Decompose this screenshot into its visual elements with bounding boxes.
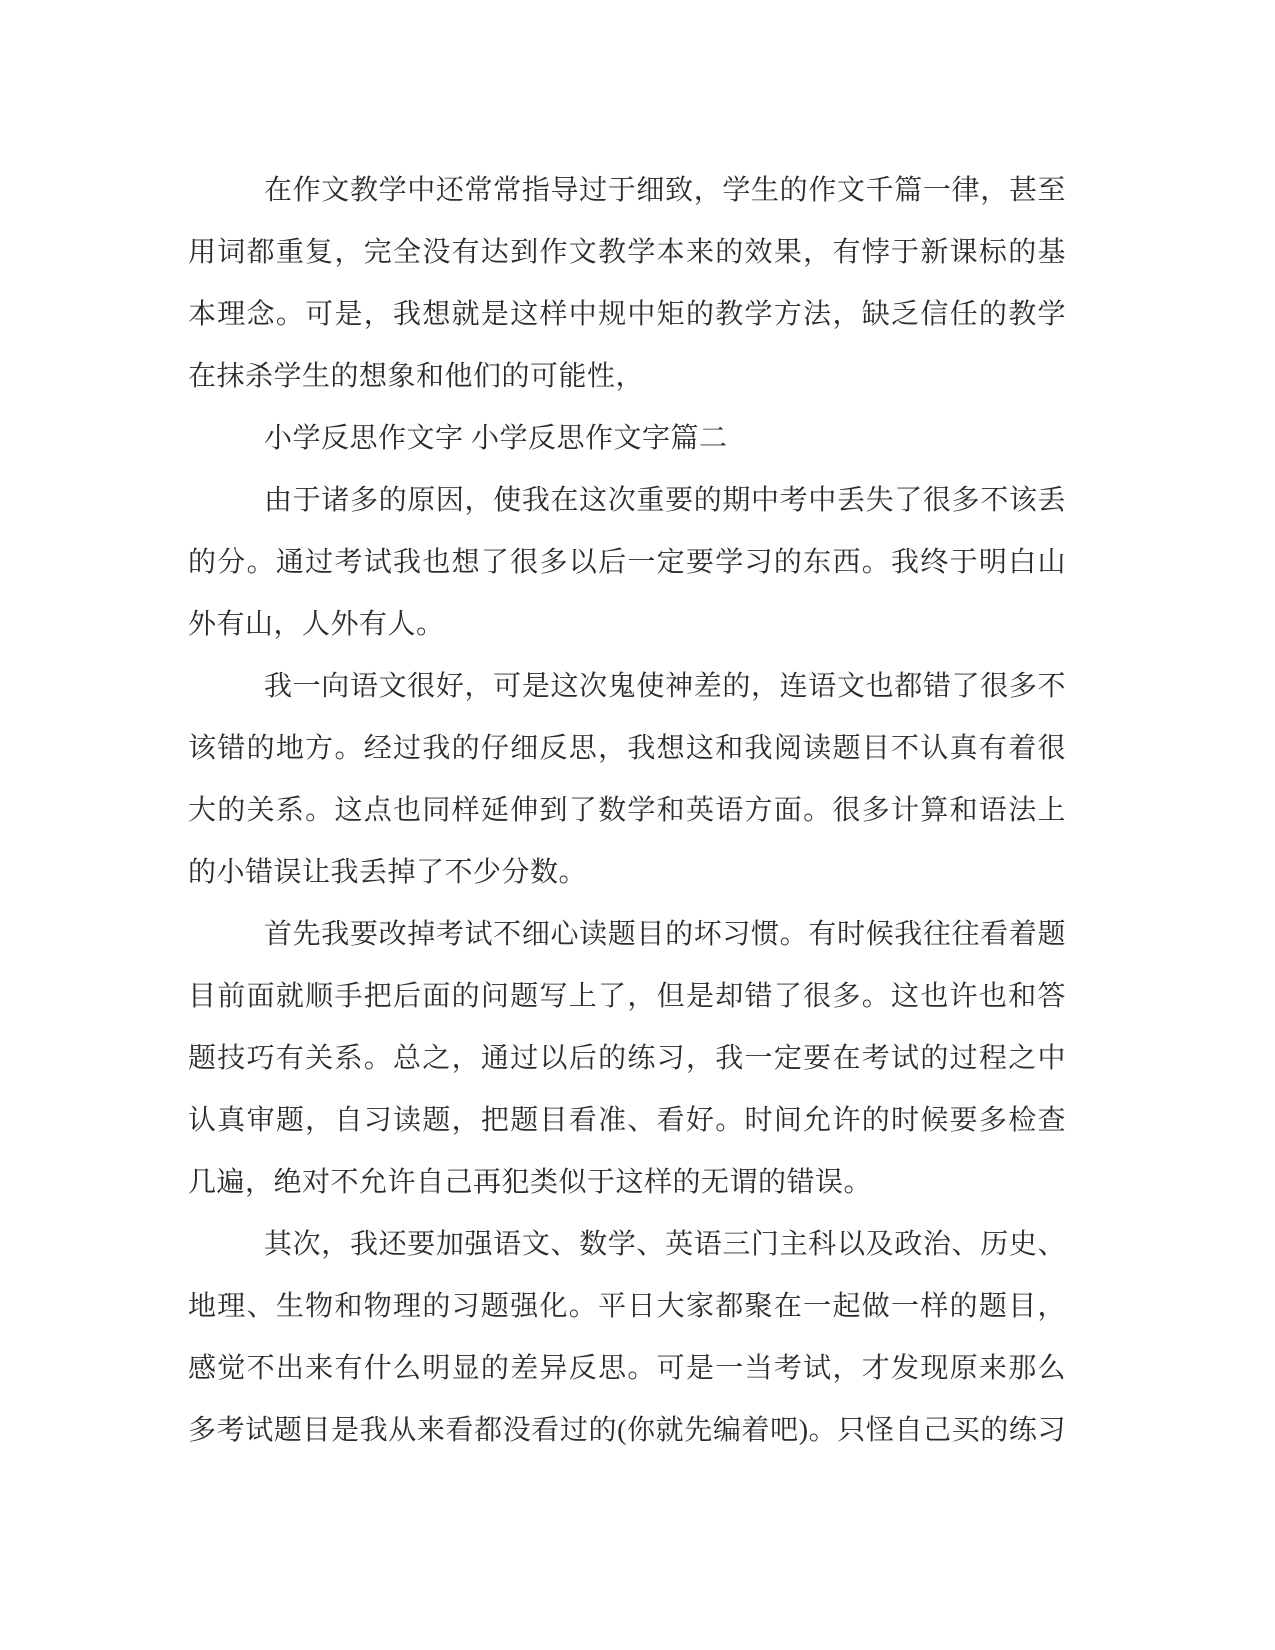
text-line: 我一向语文很好，可是这次鬼使神差的，连语文也都错了很多不 [264,671,1066,702]
text-line: 题技巧有关系。总之，通过以后的练习，我一定要在考试的过程之中 [188,1043,1066,1074]
text-line: 在抹杀学生的想象和他们的可能性， [188,361,645,392]
text-line: 外有山，人外有人。 [188,609,445,640]
text-line: 认真审题，自习读题，把题目看准、看好。时间允许的时候要多检查 [188,1105,1066,1136]
text-line: 本理念。可是，我想就是这样中规中矩的教学方法，缺乏信任的教学 [188,299,1066,330]
text-line: 几遍，绝对不允许自己再犯类似于这样的无谓的错误。 [188,1167,873,1198]
text-block [188,160,1066,1462]
text-line: 感觉不出来有什么明显的差异反思。可是一当考试，才发现原来那么 [188,1353,1066,1384]
text-line: 由于诸多的原因，使我在这次重要的期中考中丢失了很多不该丢 [264,485,1066,516]
text-line: 大的关系。这点也同样延伸到了数学和英语方面。很多计算和语法上 [188,795,1066,826]
text-line: 在作文教学中还常常指导过于细致，学生的作文千篇一律，甚至 [264,175,1066,206]
text-line: 目前面就顺手把后面的问题写上了，但是却错了很多。这也许也和答 [188,981,1066,1012]
text-line: 用词都重复，完全没有达到作文教学本来的效果，有悖于新课标的基 [188,237,1066,268]
text-line: 该错的地方。经过我的仔细反思，我想这和我阅读题目不认真有着很 [188,733,1066,764]
text-line: 地理、生物和物理的习题强化。平日大家都聚在一起做一样的题目， [188,1291,1066,1322]
text-line: 多考试题目是我从来看都没看过的(你就先编着吧)。只怪自己买的练习 [188,1415,1066,1446]
text-line: 小学反思作文字 小学反思作文字篇二 [264,423,728,454]
text-line: 的分。通过考试我也想了很多以后一定要学习的东西。我终于明白山 [188,547,1066,578]
text-line: 首先我要改掉考试不细心读题目的坏习惯。有时候我往往看着题 [264,919,1066,950]
text-line: 的小错误让我丢掉了不少分数。 [188,857,588,888]
text-line: 其次，我还要加强语文、数学、英语三门主科以及政治、历史、 [264,1229,1066,1260]
